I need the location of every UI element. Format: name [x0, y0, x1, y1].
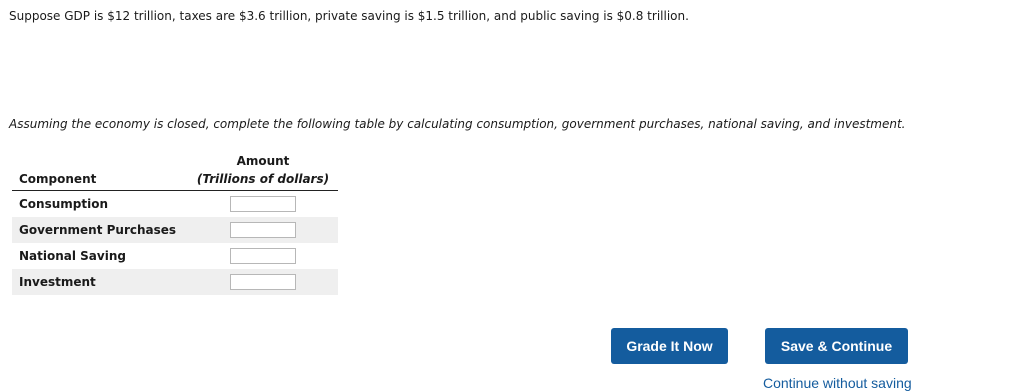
table-row — [12, 217, 338, 243]
instruction-text: Assuming the economy is closed, complete the following table by calculating consumption, government purchases, national saving, and investment. — [9, 117, 906, 131]
component-header: Component — [12, 168, 188, 191]
table-row — [12, 269, 338, 295]
row-label-investment: Investment — [12, 269, 188, 295]
value-cell — [188, 191, 338, 218]
empty-header-cell — [12, 150, 188, 168]
government-purchases-input[interactable] — [230, 222, 296, 238]
continue-without-saving-link[interactable]: Continue without saving — [763, 375, 912, 391]
value-cell — [188, 269, 338, 295]
units-header: (Trillions of dollars) — [188, 168, 338, 191]
row-label-government-purchases: Government Purchases — [12, 217, 188, 243]
table-row — [12, 191, 338, 218]
value-cell — [188, 217, 338, 243]
value-cell — [188, 243, 338, 269]
national-saving-input[interactable] — [230, 248, 296, 264]
problem-statement: Suppose GDP is $12 trillion, taxes are $3.6 trillion, private saving is $1.5 trillion, and public saving is $0.8 trillion. — [9, 9, 689, 23]
table-row — [12, 243, 338, 269]
grade-it-now-button[interactable]: Grade It Now — [611, 328, 728, 364]
amount-header: Amount — [236, 154, 290, 168]
save-and-continue-button[interactable]: Save & Continue — [765, 328, 908, 364]
investment-input[interactable] — [230, 274, 296, 290]
components-table — [12, 150, 338, 295]
consumption-input[interactable] — [230, 196, 296, 212]
row-label-consumption: Consumption — [19, 197, 109, 211]
row-label-national-saving: National Saving — [19, 249, 126, 263]
